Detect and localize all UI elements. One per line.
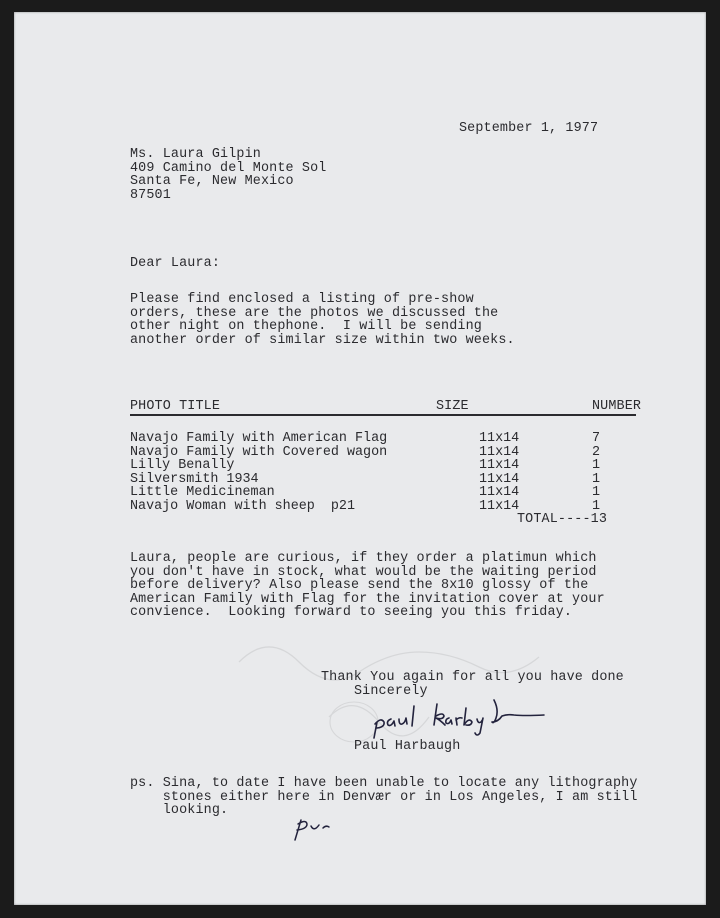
photo-title: Silversmith 1934 (130, 471, 259, 487)
header-underline (130, 414, 636, 416)
body-line: you don't have in stock, what would be the waiting period (130, 564, 597, 580)
body-line: Laura, people are curious, if they order a platimun which (130, 551, 597, 566)
photo-title: Navajo Woman with sheep p21 (130, 498, 355, 514)
salutation: Dear Laura: (130, 256, 221, 271)
order-total: TOTAL----13 (517, 512, 608, 527)
photo-title: Navajo Family with Covered wagon (130, 444, 388, 460)
letter-date: September 1, 1977 (459, 121, 599, 136)
photo-title: Navajo Family with American Flag (130, 431, 388, 446)
photo-number: 2 (592, 444, 601, 460)
table-row (130, 486, 600, 500)
handwritten-signature (369, 692, 579, 742)
table-row (130, 459, 600, 473)
table-row (130, 473, 600, 487)
closing-sincerely: Sincerely (354, 684, 428, 699)
photo-size: 11x14 (479, 458, 520, 473)
photo-number: 1 (592, 498, 601, 514)
orders-table (130, 432, 600, 513)
address-line: 409 Camino del Monte Sol (130, 160, 327, 176)
intro-line: orders, these are the photos we discussed the (130, 305, 499, 321)
body-line: convience. Looking forward to seeing you this friday. (130, 605, 573, 620)
letter-page (14, 12, 706, 905)
intro-line: Please find enclosed a listing of pre-show (130, 292, 474, 307)
photo-number: 1 (592, 458, 601, 473)
photo-title: Little Medicineman (130, 485, 275, 500)
table-row (130, 500, 600, 514)
intro-paragraph (130, 293, 515, 347)
signer-name: Paul Harbaugh (354, 739, 461, 754)
address-line: 87501 (130, 187, 171, 203)
address-line: Santa Fe, New Mexico (130, 174, 294, 189)
table-row (130, 446, 600, 460)
photo-size: 11x14 (479, 431, 520, 446)
photo-number: 1 (592, 471, 601, 487)
ps-line: ps. Sina, to date I have been unable to locate any lithography (130, 776, 638, 791)
header-photo-title: PHOTO TITLE (130, 399, 221, 414)
body-paragraph (130, 552, 605, 620)
ps-line: stones either here in Denvær or in Los Angeles, I am still (130, 789, 638, 805)
photo-number: 1 (592, 485, 601, 500)
ps-line: looking. (130, 803, 229, 818)
header-number: NUMBER (592, 399, 642, 414)
postscript (130, 777, 638, 818)
closing-thanks: Thank You again for all you have done (321, 670, 624, 685)
photo-title: Lilly Benally (130, 458, 235, 473)
table-row (130, 432, 600, 446)
recipient-address (130, 148, 326, 202)
intro-line: other night on thephone. I will be sending (130, 319, 482, 334)
intro-line: another order of similar size within two weeks. (130, 332, 515, 348)
address-line: Ms. Laura Gilpin (130, 147, 261, 162)
body-line: before delivery? Also please send the 8x10 glossy of the (130, 578, 589, 593)
photo-size: 11x14 (479, 498, 520, 514)
header-size: SIZE (436, 399, 469, 414)
photo-size: 11x14 (479, 444, 520, 460)
photo-size: 11x14 (479, 471, 520, 487)
handwritten-initials (289, 814, 349, 844)
photo-number: 7 (592, 431, 601, 446)
photo-size: 11x14 (479, 485, 520, 500)
body-line: American Family with Flag for the invitation cover at your (130, 591, 605, 607)
